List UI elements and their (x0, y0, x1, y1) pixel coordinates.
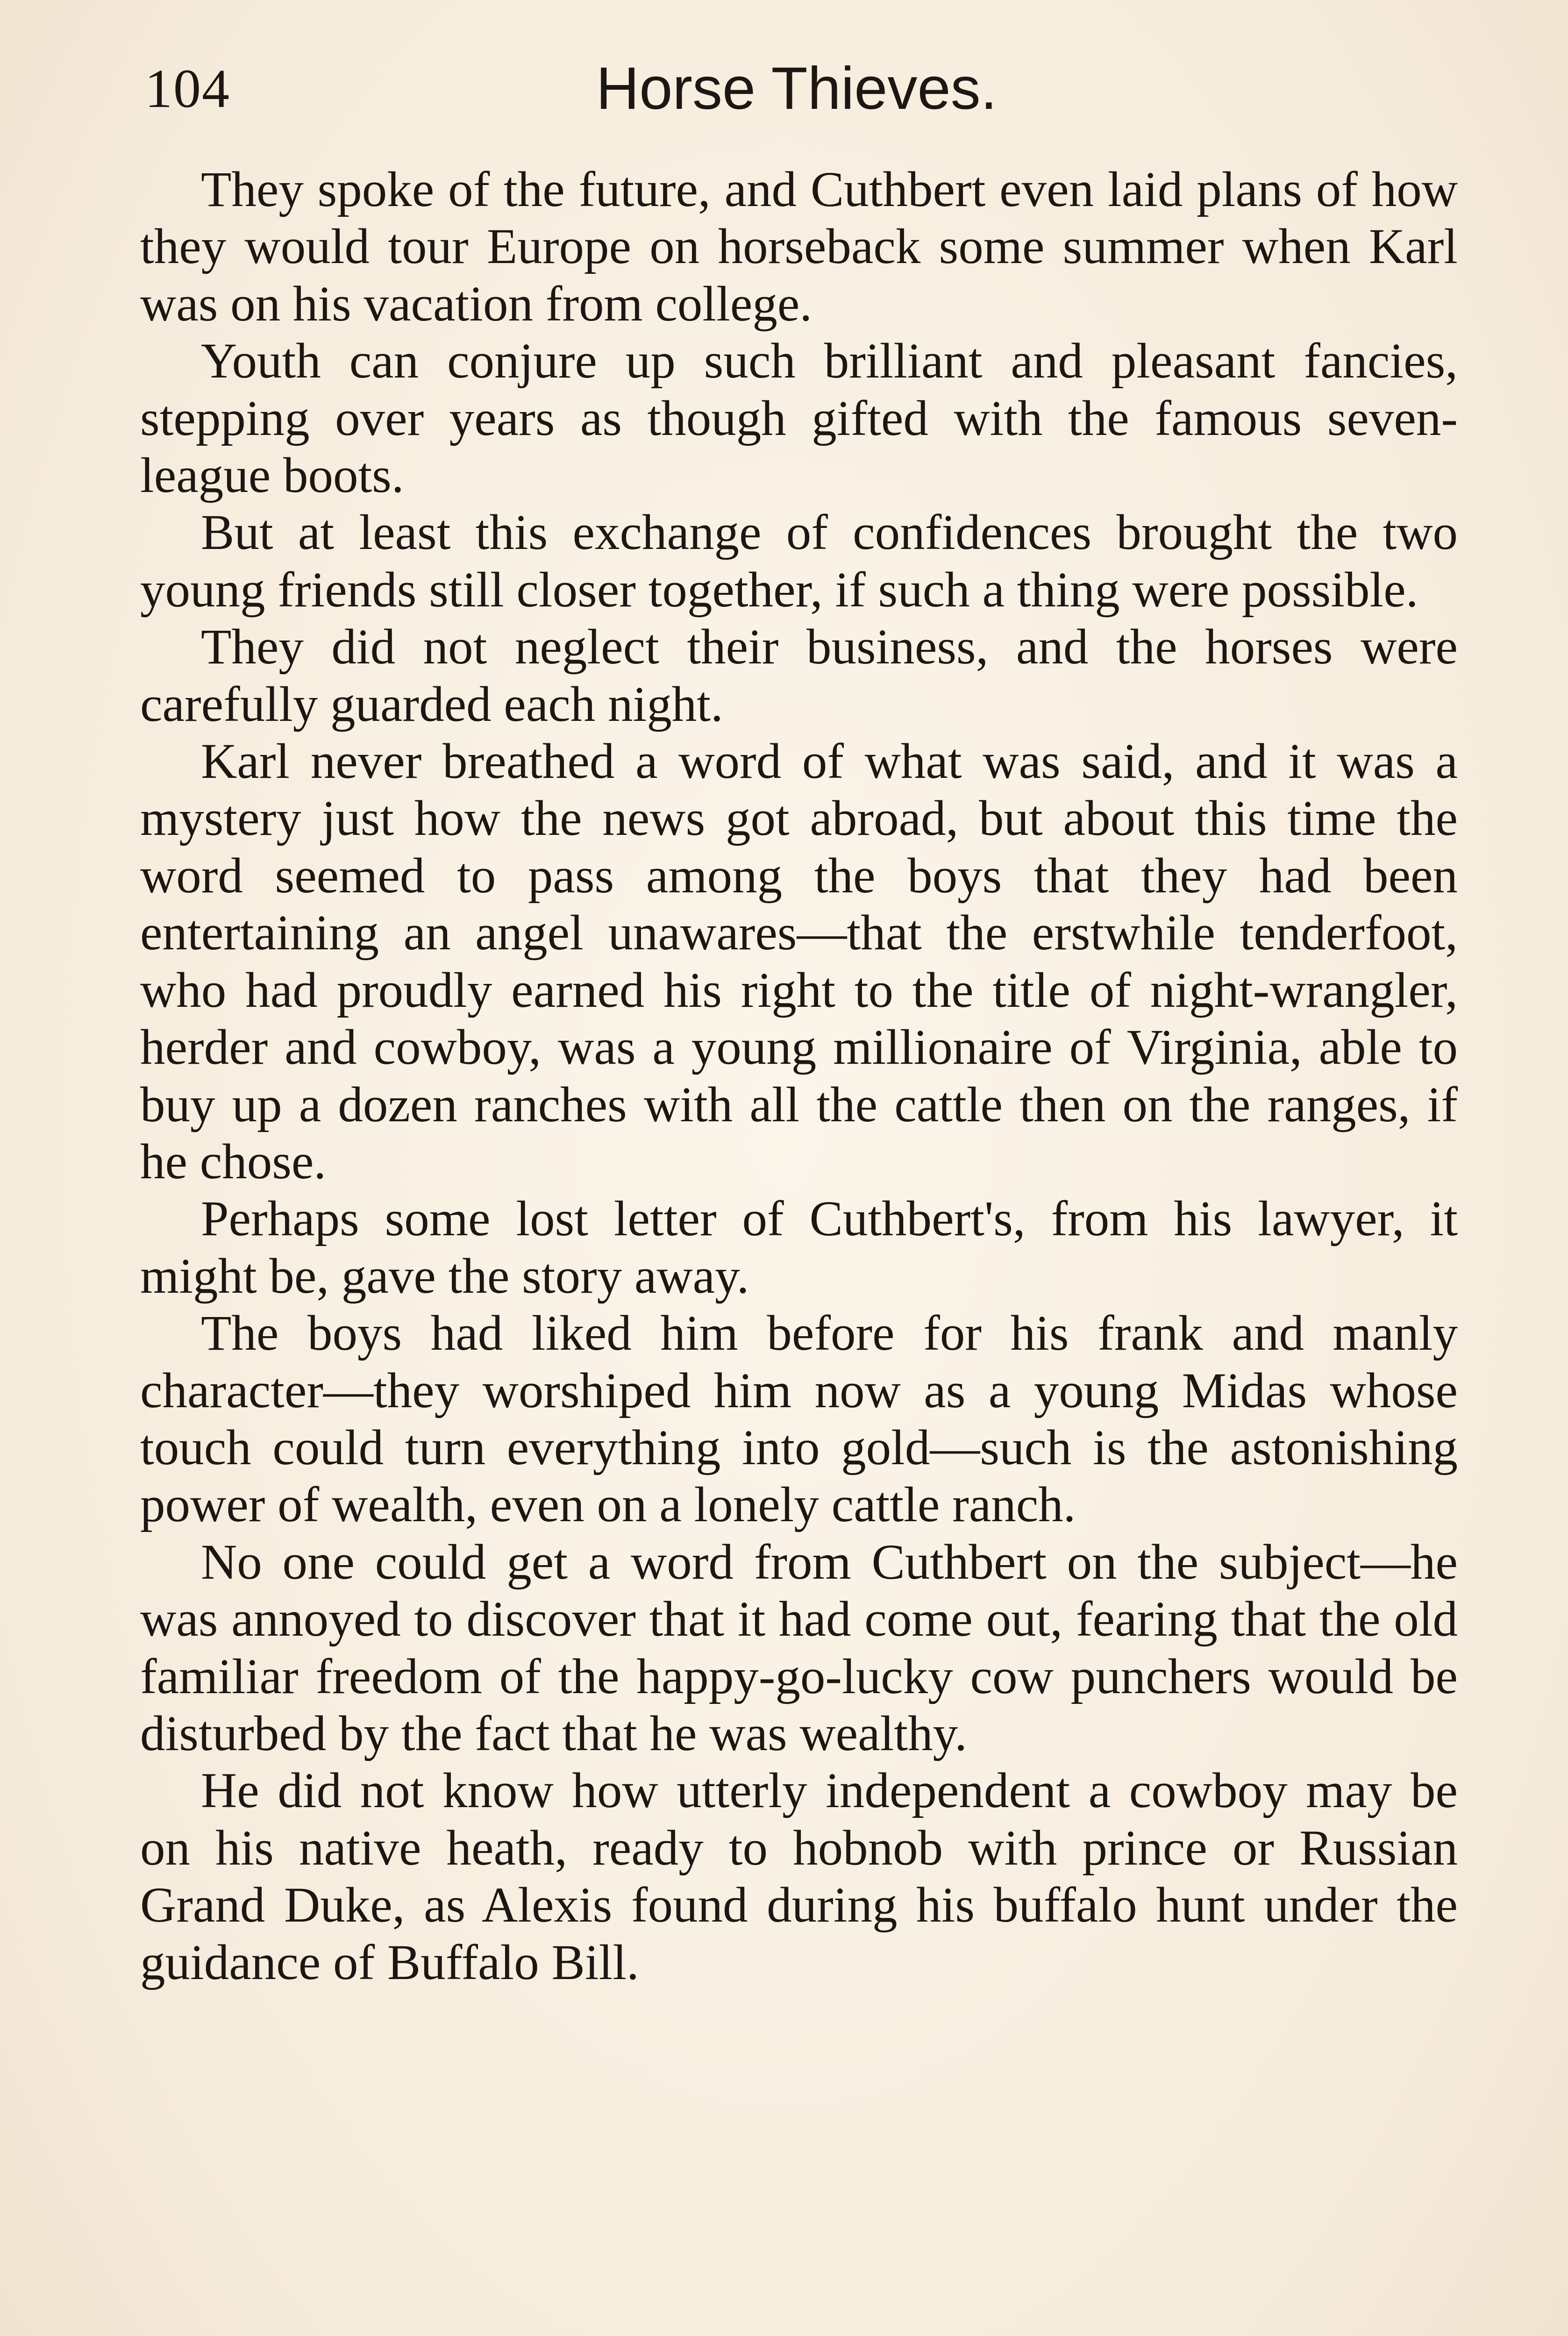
page-number: 104 (145, 58, 230, 119)
paragraph: They did not neglect their business, and the horses were carefully guarded each night. (140, 620, 1458, 732)
paragraph: No one could get a word from Cuthbert on the subject—he was annoyed to discover that it had come out, fearing that the old familiar freedom of the happy-go-lucky cow punchers would be disturbed by the fact that he was wealthy. (140, 1534, 1458, 1761)
body-text (140, 161, 1458, 1991)
paragraph: They spoke of the future, and Cuthbert even laid plans of how they would tour Europe on horseback some summer when Karl was on his vacation from college. (140, 162, 1458, 332)
paragraph: Karl never breathed a word of what was said, and it was a mystery just how the news got abroad, but about this time the word seemed to pass among the boys that they had been entertaining an angel unawares—that the erstwhile tenderfoot, who had proudly earned his right to the title of night-wrangler, herder and cowboy, was a young millionaire of Virginia, able to buy up a dozen ranches with all the cattle then on the ranges, if he chose. (140, 734, 1458, 1189)
running-title: Horse Thieves. (596, 55, 998, 122)
paragraph: Youth can conjure up such brilliant and pleasant fancies, stepping over years as though gifted with the famous seven-league boots. (140, 334, 1458, 504)
running-head (140, 51, 1453, 126)
paragraph: But at least this exchange of confidences brought the two young friends still closer together, if such a thing were possible. (140, 505, 1458, 618)
paragraph: He did not know how utterly independent a cowboy may be on his native heath, ready to hobnob with prince or Russian Grand Duke, as Alexis found during his buffalo hunt under the guidance of Buffalo Bill. (140, 1763, 1458, 1990)
paragraph: The boys had liked him before for his frank and manly character—they worshiped him now as a young Midas whose touch could turn everything into gold—such is the astonishing power of wealth, even on a lonely cattle ranch. (140, 1306, 1458, 1533)
paragraph: Perhaps some lost letter of Cuthbert's, from his lawyer, it might be, gave the story away. (140, 1191, 1458, 1304)
